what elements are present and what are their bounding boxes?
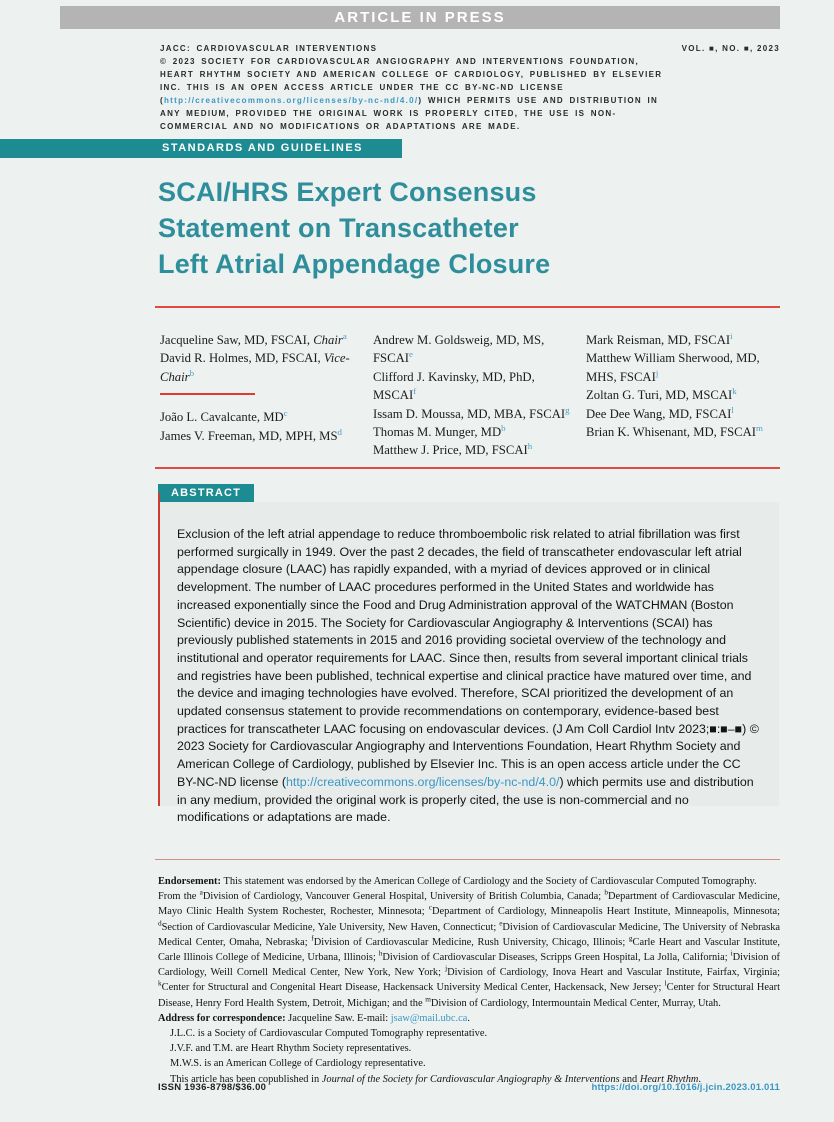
text-segment: Jacqueline Saw. E-mail: (288, 1012, 391, 1024)
author-entry (160, 427, 368, 445)
author-entry (586, 331, 782, 349)
italic-text: Chair (313, 333, 343, 347)
abstract-panel (158, 502, 779, 825)
author-entry (586, 405, 782, 423)
superscript-affiliation: h (527, 441, 533, 452)
superscript-affiliation: g (628, 934, 633, 943)
text-segment: Division of Cardiovascular Medicine, The University of Nebraska Medical Center, Omaha, Nebraska; (158, 921, 780, 948)
superscript-affiliation: m (425, 995, 431, 1004)
article-title-line-3: Left Atrial Appendage Closure (158, 249, 551, 279)
bold-lead-in: Address for correspondence: (158, 1012, 289, 1024)
section-label: STANDARDS AND GUIDELINES (162, 142, 364, 154)
italic-text: Journal of the Society for Cardiovascular Angiography & Interventions (321, 1073, 620, 1085)
text-segment: James V. Freeman, MD, MPH, MS (160, 428, 338, 443)
abstract-red-stub (158, 493, 160, 502)
text-segment: Division of Cardiology, Weill Cornell Medical Center, New York, New York; (158, 952, 780, 979)
author-entry (586, 386, 782, 404)
text-segment: Dee Dee Wang, MD, FSCAI (586, 406, 732, 421)
authors-column-2 (373, 331, 579, 460)
superscript-affiliation: f (311, 934, 314, 943)
volume-info: VOL. ■, NO. ■, 2023 (681, 44, 780, 53)
superscript-affiliation: b (189, 367, 195, 378)
text-segment: ) WHICH PERMITS USE AND DISTRIBUTION IN ANY MEDIUM, PROVIDED THE ORIGINAL WORK IS PROPERLY CITED, THE USE IS NON-COMMERCIAL AND NO MODIFICATIONS OR ADAPTATIONS ARE MADE. (160, 96, 659, 131)
text-segment: © 2023 SOCIETY FOR CARDIOVASCULAR ANGIOGRAPHY AND INTERVENTIONS FOUNDATION, HEART RHYTHM SOCIETY AND AMERICAN COLLEGE OF CARDIOLOGY, PUBLISHED BY ELSEVIER INC. THIS IS AN OPEN ACCESS ARTICLE UNDER THE CC BY-NC-ND LICENSE ( (160, 57, 663, 105)
text-segment: Issam D. Moussa, MD, MBA, FSCAI (373, 406, 566, 421)
article-title-line-1: SCAI/HRS Expert Consensus (158, 177, 537, 207)
text-segment: Center for Structural Heart Disease, Henry Ford Health System, Detroit, Michigan; and the (158, 982, 781, 1009)
superscript-affiliation: h (378, 949, 383, 958)
text-segment: Department of Cardiovascular Medicine, Mayo Clinic Health System Rochester, Rochester, Minnesota; (158, 891, 781, 918)
text-segment: Section of Cardiovascular Medicine, Yale University, New Haven, Connecticut; (161, 921, 500, 933)
author-entry (586, 349, 782, 386)
superscript-affiliation: j (655, 367, 659, 378)
text-segment: David R. Holmes, MD, FSCAI, (160, 351, 324, 366)
text-segment: . (467, 1012, 470, 1024)
superscript-affiliation: b (501, 422, 506, 433)
text-segment: Clifford J. Kavinsky, MD, PhD, MSCAI (373, 369, 535, 403)
text-segment: Division of Cardiovascular Diseases, Scripps Green Hospital, La Jolla, California; (382, 952, 731, 964)
superscript-affiliation: j (445, 964, 448, 973)
author-entry (373, 405, 579, 423)
abstract-text (177, 526, 763, 827)
authors-divider (160, 393, 255, 395)
endorsement-note (158, 874, 780, 889)
text-segment: This statement was endorsed by the American College of Cardiology and the Society of Cardiovascular Computed Tomography. (223, 876, 757, 887)
text-segment: Andrew M. Goldsweig, MD, MS, FSCAI (373, 333, 545, 366)
superscript-affiliation: i (730, 330, 733, 341)
superscript-affiliation: f (413, 385, 417, 396)
author-entry (373, 441, 579, 459)
issn: ISSN 1936-8798/$36.00 (158, 1082, 267, 1093)
footnote-representative-3: M.W.S. is an American College of Cardiology representative. (170, 1058, 426, 1070)
section-band (0, 139, 402, 158)
authors-column-3 (586, 331, 782, 441)
superscript-affiliation: a (342, 330, 347, 341)
text-segment: ) which permits use and distribution in any medium, provided the original work is properly cited, the use is non-commercial and no modifications or adaptations are made. (177, 774, 754, 825)
text-segment: João L. Cavalcante, MD (160, 410, 284, 425)
text-segment: and (619, 1073, 640, 1085)
text-segment: Division of Cardiology, Intermountain Medical Center, Murray, Utah. (430, 997, 721, 1009)
text-segment: Center for Structural and Congenital Heart Disease, Hackensack University Medical Center, Hackensack, New Jersey; (161, 982, 665, 994)
text-segment: Matthew J. Price, MD, FSCAI (373, 443, 528, 458)
author-entry (160, 408, 368, 426)
copyright-notice (160, 55, 668, 133)
author-entry (373, 331, 579, 368)
footnote-representative-2: J.V.F. and T.M. are Heart Rhythm Society representatives. (170, 1043, 412, 1055)
text-segment: Mark Reisman, MD, FSCAI (586, 333, 731, 347)
journal-name: JACC: CARDIOVASCULAR INTERVENTIONS (160, 44, 378, 53)
article-title (158, 174, 738, 282)
text-segment: This article has been copublished in (170, 1073, 322, 1085)
text-segment: Division of Cardiology, Vancouver General Hospital, University of British Columbia, Canada; (202, 891, 605, 903)
footnotes (158, 874, 780, 1087)
authors-column-1 (160, 331, 368, 445)
hyperlink[interactable]: http://creativecommons.org/licenses/by-nc-nd/4.0/ (163, 96, 419, 105)
text-segment: Thomas M. Munger, MD (373, 425, 502, 440)
article-in-press-banner: ARTICLE IN PRESS (60, 6, 780, 29)
text-segment: Division of Cardiology, Inova Heart and Vascular Institute, Fairfax, Virginia; (447, 967, 780, 979)
author-entry (160, 349, 368, 386)
divider-top (155, 306, 780, 308)
author-entry (373, 368, 579, 405)
affiliations (158, 889, 780, 1011)
superscript-affiliation: l (664, 979, 667, 988)
text-segment: . (698, 1073, 702, 1085)
superscript-affiliation: m (756, 422, 763, 433)
text-segment: Carle Heart and Vascular Institute, Carle Illinois College of Medicine, Urbana, Illinois; (158, 936, 780, 964)
superscript-affiliation: i (730, 949, 733, 958)
superscript-affiliation: k (732, 385, 737, 396)
footnote-representative-1: J.L.C. is a Society of Cardiovascular Computed Tomography representative. (170, 1028, 488, 1040)
doi-link[interactable]: https://doi.org/10.1016/j.jcin.2023.01.011 (591, 1082, 780, 1093)
superscript-affiliation: c (283, 407, 288, 418)
article-title-line-2: Statement on Transcatheter (158, 213, 519, 243)
author-entry (160, 331, 368, 349)
superscript-affiliation: d (158, 919, 162, 928)
superscript-affiliation: b (604, 888, 609, 897)
text-segment: From the (158, 891, 200, 903)
author-entry (586, 423, 782, 441)
superscript-affiliation: a (199, 888, 203, 897)
text-segment: Division of Cardiovascular Medicine, Rush University, Chicago, Illinois; (313, 936, 629, 948)
hyperlink[interactable]: http://creativecommons.org/licenses/by-nc-nd/4.0/ (286, 774, 560, 789)
bold-lead-in: Endorsement: (158, 876, 224, 887)
text-segment: Zoltan G. Turi, MD, MSCAI (586, 388, 733, 403)
superscript-affiliation: d (337, 426, 342, 437)
divider-footnotes (155, 859, 780, 860)
text-segment: Department of Cardiology, Minneapolis Heart Institute, Minneapolis, Minnesota; (432, 906, 780, 918)
masthead (160, 42, 668, 133)
text-segment: Jacqueline Saw, MD, FSCAI, (160, 333, 314, 347)
hyperlink[interactable]: jsaw@mail.ubc.ca (390, 1012, 468, 1024)
superscript-affiliation: l (731, 404, 734, 415)
text-segment: Exclusion of the left atrial appendage to reduce thromboembolic risk related to atrial fibrillation was first performed surgically in 1949. Over the past 2 decades, the field of transcatheter endovascular left atrial appendage closure (LAAC) has rapidly expanded, with a myriad of devices approved or in clinical development. The number of LAAC procedures performed in the United States and worldwide has increased exponentially since the Food and Drug Administration approval of the WATCHMAN (Boston Scientific) device in 2015. The Society for Cardiovascular Angiography & Interventions (SCAI) has previously published statements in 2015 and 2016 providing societal overview of the technology and institutional and operator requirements for LAAC. Since then, results from several important clinical trials and registries have been published, technical expertise and clinical practice have matured over time, and the device and imaging technologies have evolved. Therefore, SCAI prioritized the development of an updated consensus statement to provide recommendations on contemporary, evidence-based best practices for transcatheter LAAC focusing on endovascular devices. (J Am Coll Cardiol Intv 2023;■:■–■) © 2023 Society for Cardiovascular Angiography and Interventions Foundation, Heart Rhythm Society and American College of Cardiology, published by Elsevier Inc. This is an open access article under the CC BY-NC-ND license ( (177, 527, 759, 789)
italic-text: Heart Rhythm (639, 1073, 699, 1085)
superscript-affiliation: g (565, 404, 570, 415)
text-segment: Brian K. Whisenant, MD, FSCAI (586, 425, 756, 440)
superscript-affiliation: c (428, 903, 433, 912)
text-segment: Matthew William Sherwood, MD, MHS, FSCAI (586, 351, 760, 384)
superscript-affiliation: e (408, 349, 413, 360)
abstract-label: ABSTRACT (158, 484, 254, 502)
author-entry (373, 423, 579, 441)
divider-authors-bottom (155, 467, 780, 469)
superscript-affiliation: e (499, 919, 503, 928)
correspondence-note (158, 1011, 780, 1026)
italic-text: Vice-Chair (160, 351, 350, 384)
superscript-affiliation: k (158, 979, 162, 988)
